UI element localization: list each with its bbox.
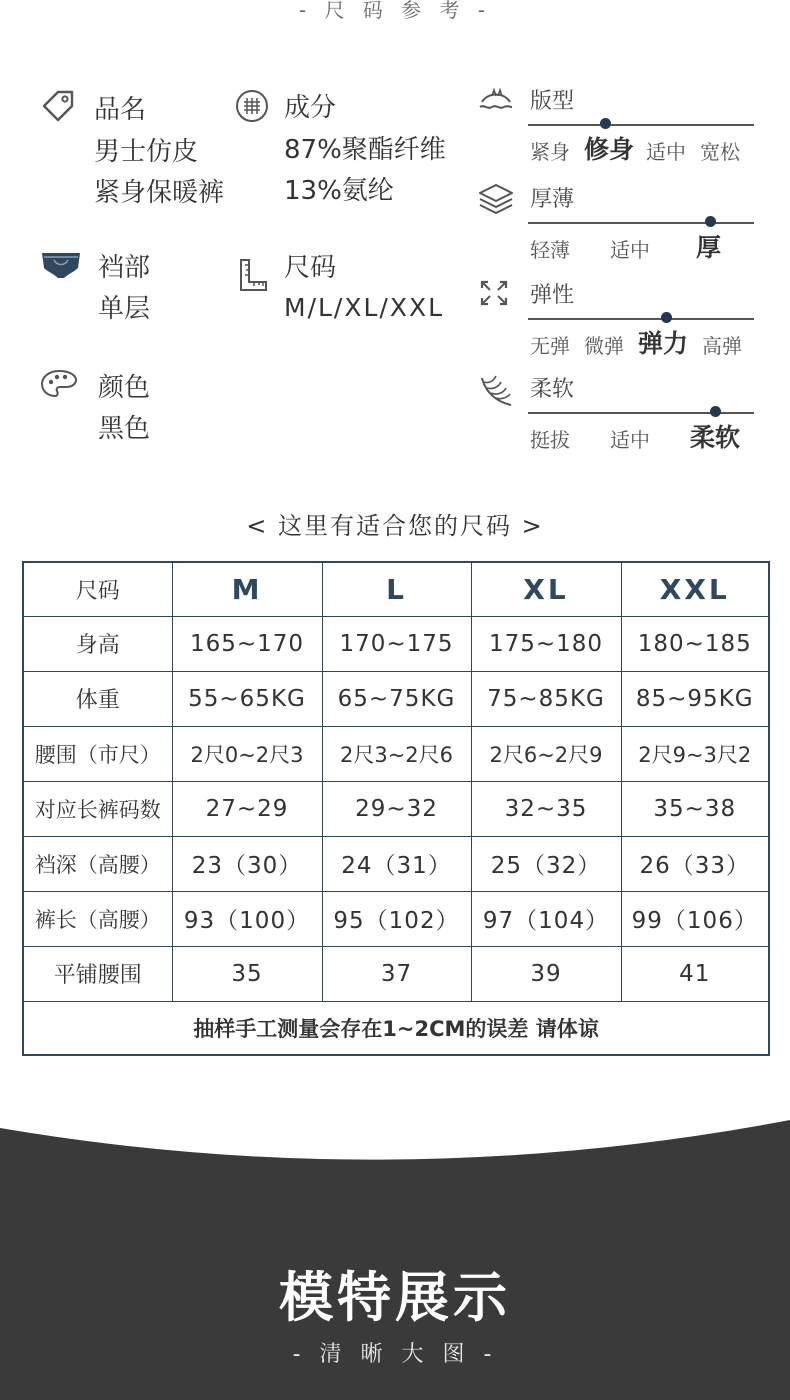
attr-composition-line2: 13%氨纶 — [284, 176, 394, 206]
table-cell: 29~32 — [322, 781, 471, 836]
feature-fit-option: 适中 — [646, 140, 686, 164]
table-cell-label: 平铺腰围 — [23, 946, 172, 1001]
feature-thickness-scale — [528, 222, 754, 224]
size-table-header-cell: XL — [471, 562, 621, 616]
attr-name-label: 品名 — [94, 95, 147, 125]
table-row — [23, 891, 769, 946]
feature-elasticity — [478, 278, 758, 368]
size-table-header-cell: L — [322, 562, 471, 616]
size-table-caption: < 这里有适合您的尺码 > — [246, 512, 544, 540]
table-cell: 39 — [471, 946, 621, 1001]
table-cell-label: 身高 — [23, 616, 172, 671]
table-cell: 170~175 — [322, 616, 471, 671]
ruler-icon — [238, 258, 268, 296]
feature-softness-option: 挺拔 — [530, 428, 570, 452]
feature-elasticity-option: 高弹 — [702, 334, 742, 358]
table-cell: 35 — [172, 946, 322, 1001]
table-cell-label: 腰围（市尺） — [23, 726, 172, 781]
table-cell-label: 裤长（高腰） — [23, 891, 172, 946]
feature-thickness-option-selected: 厚 — [696, 233, 722, 262]
attr-color-label: 颜色 — [98, 373, 151, 403]
table-cell-label: 对应长裤码数 — [23, 781, 172, 836]
tag-icon — [40, 88, 76, 128]
feather-icon — [478, 372, 514, 402]
attr-composition-line1: 87%聚酯纤维 — [284, 135, 446, 165]
feature-fit — [478, 84, 758, 174]
size-table-header-row — [23, 562, 769, 616]
attr-size-label: 尺码 — [284, 253, 337, 283]
feature-elasticity-option: 微弹 — [584, 334, 624, 358]
table-cell: 65~75KG — [322, 671, 471, 726]
feature-thickness-option: 适中 — [610, 238, 650, 262]
feature-fit-option: 宽松 — [700, 140, 740, 164]
feature-thickness-marker — [705, 216, 716, 227]
feature-softness-option: 适中 — [610, 428, 650, 452]
table-row — [23, 726, 769, 781]
table-cell-label: 裆深（高腰） — [23, 836, 172, 891]
table-cell: 85~95KG — [621, 671, 769, 726]
table-cell: 165~170 — [172, 616, 322, 671]
table-note-row — [23, 1001, 769, 1055]
table-cell: 32~35 — [471, 781, 621, 836]
feature-elasticity-option: 无弹 — [530, 334, 570, 358]
underwear-icon — [40, 250, 82, 284]
feature-softness-marker — [710, 406, 721, 417]
feature-fit-option-selected: 修身 — [584, 135, 635, 164]
table-row — [23, 836, 769, 891]
attr-name-line2: 紧身保暖裤 — [94, 178, 225, 208]
table-cell: 23（30） — [172, 836, 322, 891]
table-cell: 2尺9~3尺2 — [621, 726, 769, 781]
table-cell: 2尺3~2尺6 — [322, 726, 471, 781]
table-cell: 93（100） — [172, 891, 322, 946]
size-table-header-cell: XXL — [621, 562, 769, 616]
feature-thickness — [478, 182, 758, 272]
feature-fit-title: 版型 — [530, 89, 575, 114]
feature-elasticity-title: 弹性 — [530, 283, 575, 308]
feature-thickness-option: 轻薄 — [530, 238, 570, 262]
layers-icon — [478, 182, 514, 212]
banner-title: 模特展示 — [279, 1266, 511, 1329]
table-cell: 2尺0~2尺3 — [172, 726, 322, 781]
attr-size — [238, 250, 468, 340]
table-cell: 75~85KG — [471, 671, 621, 726]
table-cell: 26（33） — [621, 836, 769, 891]
banner-subtitle: - 清 晰 大 图 - — [292, 1342, 498, 1367]
feature-softness-title: 柔软 — [530, 377, 575, 402]
table-cell: 95（102） — [322, 891, 471, 946]
section-caption: - 尺 码 参 考 - — [298, 0, 492, 22]
table-cell: 97（104） — [471, 891, 621, 946]
attr-color-value: 黑色 — [98, 414, 151, 444]
table-cell: 37 — [322, 946, 471, 1001]
feature-fit-marker — [600, 118, 611, 129]
feature-fit-option: 紧身 — [530, 140, 570, 164]
stretch-icon — [478, 278, 514, 308]
feature-elasticity-marker — [661, 312, 672, 323]
attr-name-line1: 男士仿皮 — [94, 137, 199, 167]
feature-thickness-title: 厚薄 — [530, 187, 575, 212]
attr-crotch-value: 单层 — [98, 294, 151, 324]
table-cell: 27~29 — [172, 781, 322, 836]
feature-softness — [478, 372, 758, 462]
table-row — [23, 616, 769, 671]
size-table-header-cell: 尺码 — [23, 562, 172, 616]
feature-fit-scale — [528, 124, 754, 126]
size-table-note: 抽样手工测量会存在1~2CM的误差 请体谅 — [23, 1001, 769, 1055]
table-row — [23, 946, 769, 1001]
table-cell: 2尺6~2尺9 — [471, 726, 621, 781]
table-row — [23, 781, 769, 836]
table-cell: 35~38 — [621, 781, 769, 836]
table-cell: 41 — [621, 946, 769, 1001]
palette-icon — [40, 368, 78, 404]
table-cell: 99（106） — [621, 891, 769, 946]
table-cell: 55~65KG — [172, 671, 322, 726]
attr-composition — [234, 88, 464, 218]
feature-elasticity-option-selected: 弹力 — [638, 329, 689, 358]
attr-crotch — [40, 246, 230, 336]
table-cell-label: 体重 — [23, 671, 172, 726]
fit-icon — [478, 84, 514, 114]
attr-composition-label: 成分 — [284, 93, 337, 123]
attr-crotch-label: 裆部 — [98, 253, 151, 283]
table-cell: 25（32） — [471, 836, 621, 891]
feature-softness-option-selected: 柔软 — [690, 423, 741, 452]
size-table-header-cell: M — [172, 562, 322, 616]
attr-size-value: M/L/XL/XXL — [284, 293, 445, 322]
feature-elasticity-scale — [528, 318, 754, 320]
table-row — [23, 671, 769, 726]
size-table — [22, 561, 770, 1056]
table-cell: 180~185 — [621, 616, 769, 671]
attr-product-name — [40, 88, 240, 218]
table-cell: 175~180 — [471, 616, 621, 671]
fabric-icon — [234, 88, 270, 128]
attr-color — [40, 366, 230, 456]
table-cell: 24（31） — [322, 836, 471, 891]
